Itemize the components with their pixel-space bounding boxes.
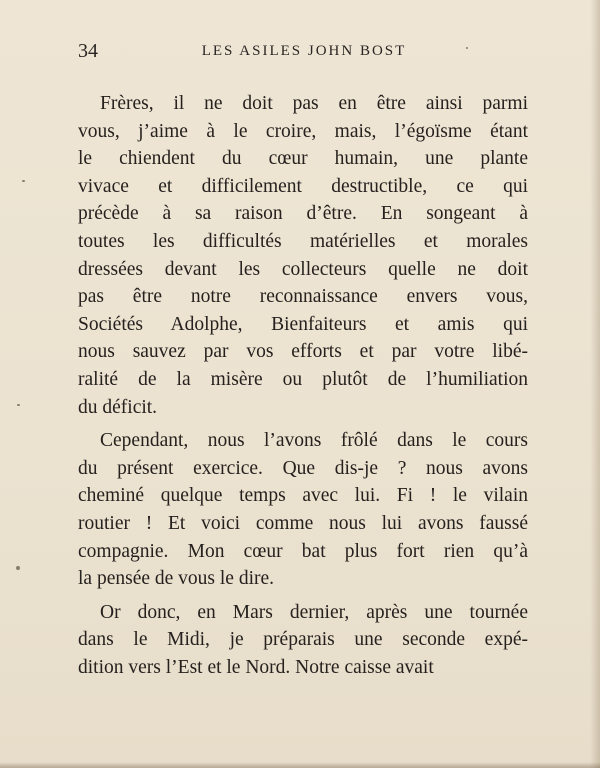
text-line: routier ! Et voici comme nous lui avons faussé — [78, 512, 528, 534]
text-line: Or donc, en Mars dernier, après une tournée — [100, 601, 528, 623]
text-line: précède à sa raison d’être. En songeant à — [78, 203, 528, 225]
text-line: vivace et difficilement destructible, ce qui — [78, 175, 528, 197]
text-line: Cependant, nous l’avons frôlé dans le cours — [100, 430, 528, 452]
text-line: nous sauvez par vos efforts et par votre libé- — [78, 341, 528, 363]
running-head: LES ASILES JOHN BOST — [201, 43, 407, 59]
body-text — [78, 90, 528, 687]
paragraph — [78, 90, 528, 421]
text-line: vous, j’aime à le croire, mais, l’égoïsme étant — [78, 120, 528, 142]
paper-speck — [17, 404, 20, 406]
text-line: dition vers l’Est et le Nord. Notre caisse avait — [78, 656, 434, 678]
text-line: du présent exercice. Que dis-je ? nous avons — [78, 457, 528, 479]
paper-speck — [16, 566, 20, 570]
page-edge-shadow-right — [590, 0, 600, 768]
paper-speck — [22, 180, 25, 182]
text-line: compagnie. Mon cœur bat plus fort rien qu’à — [78, 540, 528, 562]
paragraph — [78, 599, 528, 682]
text-line: cheminé quelque temps avec lui. Fi ! le vilain — [78, 485, 528, 507]
text-line: dans le Midi, je préparais une seconde expé- — [78, 629, 528, 651]
text-line: Frères, il ne doit pas en être ainsi parmi — [100, 93, 528, 114]
text-line: pas être notre reconnaissance envers vous, — [78, 286, 528, 308]
text-line: du déficit. — [78, 396, 158, 418]
text-line: le chiendent du cœur humain, une plante — [78, 148, 528, 170]
text-line: ralité de la misère ou plutôt de l’humiliation — [78, 368, 528, 390]
paragraph — [78, 427, 528, 593]
page-number: 34 — [78, 40, 98, 62]
text-line: Sociétés Adolphe, Bienfaiteurs et amis qui — [78, 313, 528, 335]
text-line: la pensée de vous le dire. — [78, 568, 275, 590]
text-line: toutes les difficultés matérielles et morales — [78, 230, 528, 252]
page-header — [78, 40, 530, 66]
page-edge-shadow-bottom — [0, 762, 600, 768]
text-line: dressées devant les collecteurs quelle ne doit — [78, 258, 528, 280]
